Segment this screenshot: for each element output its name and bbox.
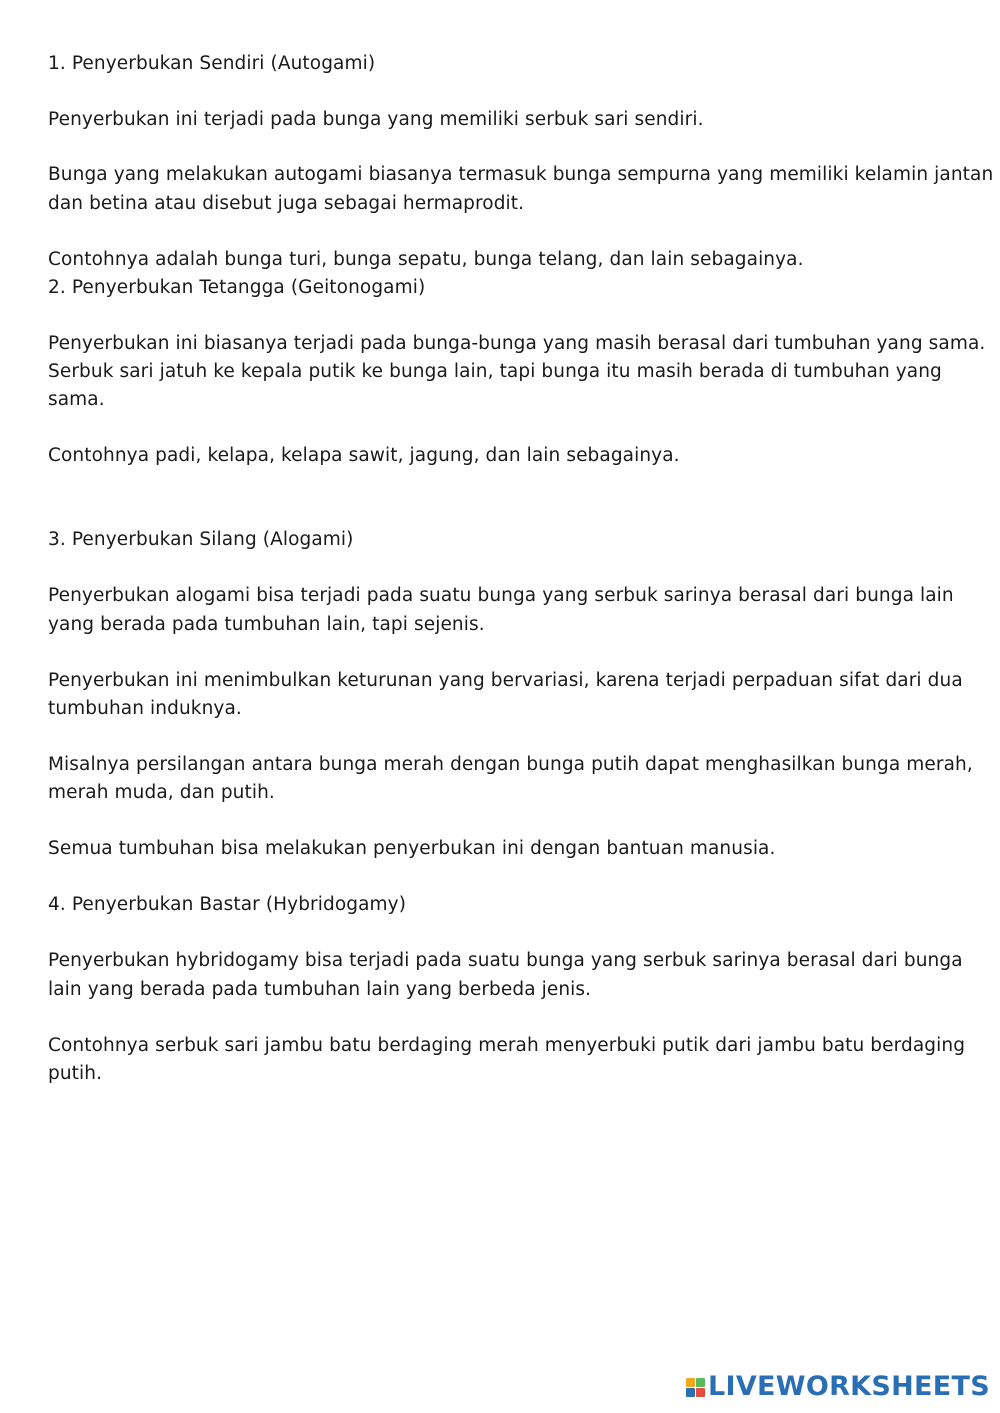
- heading-autogami: 1. Penyerbukan Sendiri (Autogami): [48, 53, 376, 74]
- liveworksheets-logo: [686, 1369, 990, 1405]
- logo-square-4: [696, 1388, 705, 1397]
- heading-geitonogami: 2. Penyerbukan Tetangga (Geitonogami): [48, 277, 426, 298]
- logo-square-3: [686, 1388, 695, 1397]
- paragraph-line: dan betina atau disebut juga sebagai hermaprodit.: [48, 193, 525, 214]
- paragraph-line: Misalnya persilangan antara bunga merah dengan bunga putih dapat menghasilkan bunga merah,: [48, 754, 973, 775]
- paragraph-line: Contohnya serbuk sari jambu batu berdaging merah menyerbuki putik dari jambu batu berdaging: [48, 1035, 966, 1056]
- paragraph-line: sama.: [48, 389, 105, 410]
- paragraph-line: merah muda, dan putih.: [48, 782, 275, 803]
- paragraph-line: tumbuhan induknya.: [48, 698, 242, 719]
- paragraph-line: Penyerbukan ini terjadi pada bunga yang memiliki serbuk sari sendiri.: [48, 109, 704, 130]
- logo-square-2: [696, 1378, 705, 1387]
- liveworksheets-mark-icon: [686, 1378, 705, 1397]
- paragraph-line: Contohnya padi, kelapa, kelapa sawit, jagung, dan lain sebagainya.: [48, 445, 680, 466]
- paragraph-line: Semua tumbuhan bisa melakukan penyerbukan ini dengan bantuan manusia.: [48, 838, 776, 859]
- paragraph-line: Contohnya adalah bunga turi, bunga sepatu, bunga telang, dan lain sebagainya.: [48, 249, 804, 270]
- paragraph-line: putih.: [48, 1063, 103, 1084]
- paragraph-line: Penyerbukan hybridogamy bisa terjadi pada suatu bunga yang serbuk sarinya berasal dari bunga: [48, 950, 963, 971]
- paragraph-line: Serbuk sari jatuh ke kepala putik ke bunga lain, tapi bunga itu masih berada di tumbuhan yang: [48, 361, 942, 382]
- paragraph-line: Bunga yang melakukan autogami biasanya termasuk bunga sempurna yang memiliki kelamin jantan: [48, 164, 994, 185]
- paragraph-line: Penyerbukan alogami bisa terjadi pada suatu bunga yang serbuk sarinya berasal dari bunga lain: [48, 585, 954, 606]
- paragraph-line: lain yang berada pada tumbuhan lain yang berbeda jenis.: [48, 979, 592, 1000]
- paragraph-line: Penyerbukan ini biasanya terjadi pada bunga-bunga yang masih berasal dari tumbuhan yang sama.: [48, 333, 986, 354]
- logo-text: LIVEWORKSHEETS: [707, 1371, 990, 1402]
- heading-hybridogamy: 4. Penyerbukan Bastar (Hybridogamy): [48, 894, 407, 915]
- paragraph-line: Penyerbukan ini menimbulkan keturunan yang bervariasi, karena terjadi perpaduan sifat dari dua: [48, 670, 963, 691]
- paragraph-line: yang berada pada tumbuhan lain, tapi sejenis.: [48, 614, 485, 635]
- heading-alogami: 3. Penyerbukan Silang (Alogami): [48, 529, 354, 550]
- logo-square-1: [686, 1378, 695, 1387]
